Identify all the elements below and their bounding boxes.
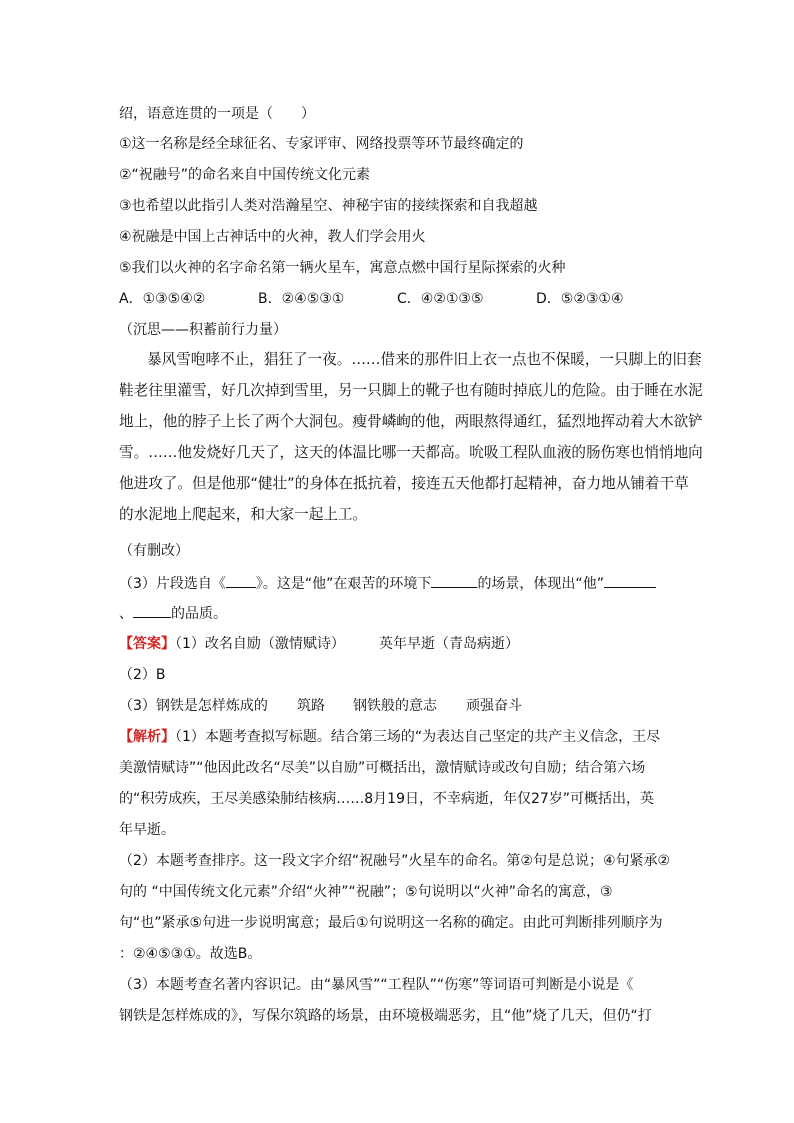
answer-1b: 英年早逝（青岛病逝） xyxy=(379,636,519,652)
analysis-line: 句的 “中国传统文化元素”介绍“火神”“祝融”；⑤句说明以“火神”命名的寓意，③ xyxy=(119,884,613,900)
q3-text: （3）片段选自《 xyxy=(119,576,226,592)
passage-line: 地上，他的脖子上长了两个大洞包。瘦骨嶙峋的他，两眼熬得通红，猛烈地挥动着大木欲铲 xyxy=(119,413,703,430)
question-item: ③也希望以此指引人类对浩瀚星空、神秘宇宙的接续探索和自我超越 xyxy=(119,198,538,214)
option-c: C．④②①③⑤ xyxy=(397,291,484,307)
analysis-line: 美激情赋诗”“他因此改名“尽美”以自励”可概括出，激情赋诗或改句自励；结合第六场 xyxy=(119,760,646,776)
analysis-line: ：②④⑤③①。故选B。 xyxy=(119,946,262,962)
answer-blank xyxy=(133,603,171,618)
question-stem: 绍，语意连贯的一项是（ ） xyxy=(119,106,315,122)
passage-line: 鞋老往里灌雪，好几次掉到雪里，另一只脚上的靴子也有随时掉底儿的危险。由于睡在水泥 xyxy=(119,382,703,399)
analysis-line: 句“也”紧承⑤句进一步说明寓意；最后①句说明这一名称的确定。由此可判断排列顺序为 xyxy=(119,915,663,931)
analysis-line: 的“积劳成疾，王尽美感染肺结核病……8月19日，不幸病逝，年仅27岁”可概括出，英 xyxy=(119,791,655,807)
question-item: ④祝融是中国上古神话中的火神，教人们学会用火 xyxy=(119,229,426,245)
question-3 xyxy=(119,573,656,594)
answer-3b: 筑路 xyxy=(297,698,325,714)
passage-note: （有删改） xyxy=(119,543,189,559)
q3-text: 的品质。 xyxy=(171,606,227,622)
option-a: A．①③⑤④② xyxy=(119,291,206,307)
question-item: ②“祝融号”的命名来自中国传统文化元素 xyxy=(119,167,371,183)
answer-blank xyxy=(226,573,256,588)
analysis-line-1 xyxy=(119,727,660,747)
answer-2: （2）B xyxy=(119,667,166,683)
answer-3d: 顽强奋斗 xyxy=(466,698,522,714)
q3-text: 的场景，体现出“他” xyxy=(477,576,604,592)
answer-blank xyxy=(604,573,656,588)
analysis-line: 钢铁是怎样炼成的》，写保尔筑路的场景，由环境极端恶劣，且“他”烧了几天，但仍“打 xyxy=(119,1008,652,1024)
answer-line-1 xyxy=(119,634,345,654)
analysis-line: 年早逝。 xyxy=(119,822,175,838)
analysis-line: （3）本题考查名著内容识记。由“暴风雪”“工程队”“伤寒”等词语可判断是小说是《 xyxy=(119,977,634,993)
passage-line: 雪。……他发烧好几天了，这天的体温比哪一天都高。吮吸工程队血液的肠伤寒也悄悄地向 xyxy=(119,444,703,461)
passage-title: （沉思——积蓄前行力量） xyxy=(119,322,287,338)
analysis-line: （2）本题考查排序。这一段文字介绍“祝融号”火星车的命名。第②句是总说；④句紧承② xyxy=(119,853,671,869)
q3-text: 》。这是“他”在艰苦的环境下 xyxy=(255,576,432,592)
answer-1: （1）改名自励（激情赋诗） xyxy=(175,636,345,652)
answer-3: （3）钢铁是怎样炼成的 xyxy=(119,698,268,714)
option-d: D．⑤②③①④ xyxy=(536,291,624,307)
q3-text: 、 xyxy=(119,606,133,622)
answer-tag: 【答案】 xyxy=(119,636,175,652)
question-item: ⑤我们以火神的名字命名第一辆火星车，寓意点燃中国行星际探索的火种 xyxy=(119,260,566,276)
question-3-cont xyxy=(119,603,227,624)
option-b: B．②④⑤③① xyxy=(258,291,345,307)
answer-blank xyxy=(431,573,477,588)
passage-line: 他进攻了。但是他那“健壮”的身体在抵抗着，接连五天他都打起精神，奋力地从铺着干草 xyxy=(119,475,689,492)
answer-3c: 钢铁般的意志 xyxy=(353,698,437,714)
analysis-tag: 【解析】 xyxy=(119,729,175,745)
passage-line: 暴风雪咆哮不止，猖狂了一夜。……借来的那件旧上衣一点也不保暖，一只脚上的旧套 xyxy=(147,351,702,368)
passage-line: 的水泥地上爬起来，和大家一起上工。 xyxy=(119,506,368,523)
question-item: ①这一名称是经全球征名、专家评审、网络投票等环节最终确定的 xyxy=(119,136,524,152)
analysis-text: （1）本题考查拟写标题。结合第三场的“为表达自己坚定的共产主义信念，王尽 xyxy=(175,729,661,745)
